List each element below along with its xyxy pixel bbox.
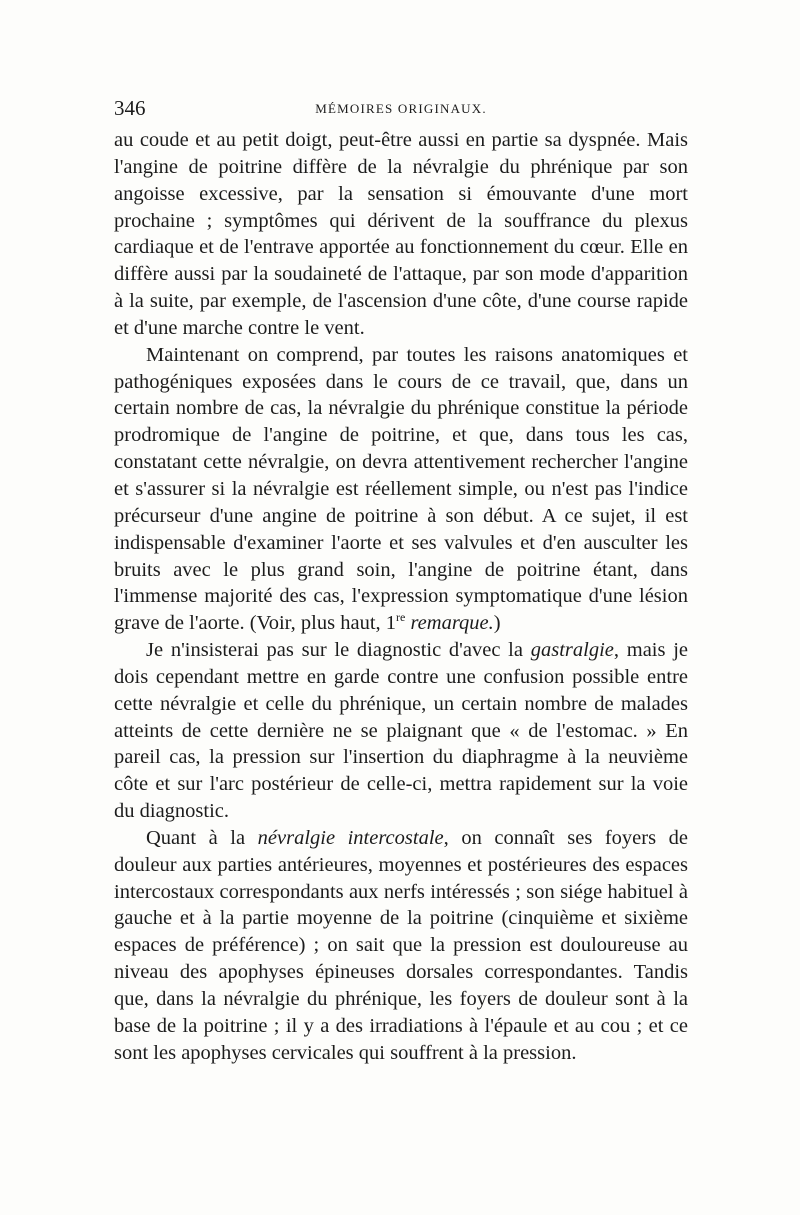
paragraph-4-before: Quant à la xyxy=(146,826,258,849)
paragraph-3-after: , mais je dois cependant mettre en garde contre une confusion possible entre cette névralgie et celle du phrénique, un certain nombre de malades atteints de cette dernière ne se plaignant que « de l'estomac. » En pareil cas, la pression sur l'insertion du diaphragme à la neuvième côte et sur l'arc postérieur de celle-ci, mettra rapidement sur la voie du diagnostic. xyxy=(114,639,688,823)
gastralgie-italic: gastralgie xyxy=(530,639,614,662)
body-text xyxy=(114,127,688,1067)
paragraph-1: au coude et au petit doigt, peut-être aussi en partie sa dyspnée. Mais l'angine de poitrine diffère de la névralgie du phrénique par son angoisse excessive, par la sensation si émouvante d'une mort prochaine ; symptômes qui dérivent de la souffrance du plexus cardiaque et de l'entrave apportée au fonctionnement du cœur. Elle en diffère aussi par la soudaineté de l'attaque, par son mode d'apparition à la suite, par exemple, de l'ascension d'une côte, d'une course rapide et d'une marche contre le vent. xyxy=(114,129,688,339)
paragraph-4-after: , on connaît ses foyers de douleur aux parties antérieures, moyennes et postérieures des espaces intercostaux correspondants aux nerfs intéressés ; son siége habituel à gauche et à la partie moyenne de la poitrine (cinquième et sixième espaces de préférence) ; on sait que la pression est douloureuse au niveau des apophyses épineuses dorsales correspondantes. Tandis que, dans la névralgie du phrénique, les foyers de douleur sont à la base de la poitrine ; il y a des irradiations à l'épaule et au cou ; et ce sont les apophyses cervicales qui souffrent à la pression. xyxy=(114,826,688,1064)
paragraph-4 xyxy=(114,825,688,1067)
paragraph-3 xyxy=(114,637,688,825)
running-head: MÉMOIRES ORIGINAUX. xyxy=(315,101,487,116)
page-number: 346 xyxy=(114,96,146,120)
ordinal-superscript: re xyxy=(396,610,406,625)
remarque-italic: remarque. xyxy=(410,612,494,635)
paragraph-2-close: ) xyxy=(493,612,501,635)
paragraph-3-before: Je n'insisterai pas sur le diagnostic d'avec la xyxy=(146,639,531,662)
paragraph-2 xyxy=(114,342,688,637)
page-header xyxy=(114,96,688,126)
nevralgie-intercostale-italic: névralgie intercostale xyxy=(257,826,444,849)
paragraph-2-text: Maintenant on comprend, par toutes les raisons anatomiques et pathogéniques exposées dans le cours de ce travail, que, dans un certain nombre de cas, la névralgie du phrénique constitue la période prodromique de l'angine de poitrine, et que, dans tous les cas, constatant cette névralgie, on devra attentivement rechercher l'angine et s'assurer si la névralgie est réellement simple, ou n'est pas l'indice précurseur d'une angine de poitrine à son début. A ce sujet, il est indispensable d'examiner l'aorte et ses valvules et d'en ausculter les bruits avec le plus grand soin, l'angine de poitrine étant, dans l'immense majorité des cas, l'expression symptomatique d'une lésion grave de l'aorte. (Voir, plus haut, 1 xyxy=(114,343,688,635)
